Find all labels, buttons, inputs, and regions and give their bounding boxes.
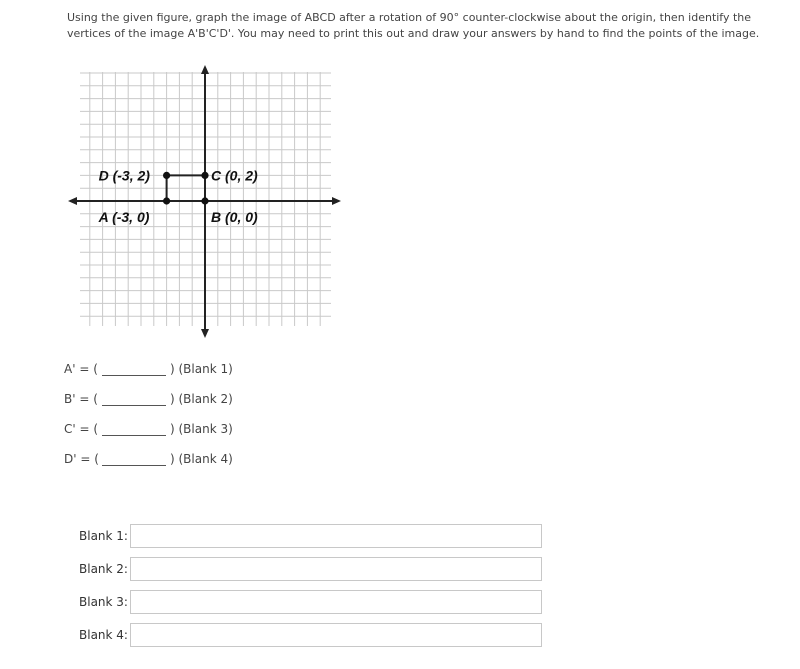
label-c: C (0, 2): [211, 167, 258, 184]
blank-line: [102, 452, 166, 466]
answer-label: Blank 2:: [79, 562, 128, 576]
x-axis-right-arrow-icon: [332, 197, 341, 205]
blank-4-input[interactable]: [130, 623, 542, 647]
blank-suffix: ) (Blank 3): [170, 422, 233, 436]
blank-suffix: ) (Blank 1): [170, 362, 233, 376]
blank-prefix: B' = (: [64, 392, 98, 406]
blank-row-b: [64, 392, 233, 422]
answer-label: Blank 1:: [79, 529, 128, 543]
blank-3-input[interactable]: [130, 590, 542, 614]
y-axis-up-arrow-icon: [201, 65, 209, 74]
label-d: D (-3, 2): [98, 167, 150, 184]
answer-row-3: [79, 588, 542, 616]
answer-label: Blank 4:: [79, 628, 128, 642]
point-d: [163, 172, 170, 179]
answer-row-4: [79, 621, 542, 649]
blank-prefix: A' = (: [64, 362, 98, 376]
blank-prefix: D' = (: [64, 452, 99, 466]
blank-2-input[interactable]: [130, 557, 542, 581]
x-axis-left-arrow-icon: [68, 197, 77, 205]
point-a: [163, 197, 170, 204]
blank-line: [102, 362, 166, 376]
label-b: B (0, 0): [211, 209, 258, 225]
answer-row-1: [79, 522, 542, 550]
blank-suffix: ) (Blank 2): [170, 392, 233, 406]
blank-row-d: [64, 452, 233, 482]
label-a: A (-3, 0): [98, 209, 150, 225]
blank-row-c: [64, 422, 233, 452]
point-b: [201, 197, 208, 204]
point-c: [201, 172, 208, 179]
blank-suffix: ) (Blank 4): [170, 452, 233, 466]
y-axis-down-arrow-icon: [201, 329, 209, 338]
blank-prefix: C' = (: [64, 422, 99, 436]
blank-line: [102, 422, 166, 436]
question-text: Using the given figure, graph the image of ABCD after a rotation of 90° counter-clockwise about the origin, then identify the vertices of the image A'B'C'D'. You may need to print this out and draw your answers by hand to find the points of the image.: [67, 11, 760, 40]
answer-row-2: [79, 555, 542, 583]
answer-label: Blank 3:: [79, 595, 128, 609]
blank-line: [102, 392, 166, 406]
coordinate-grid-svg: [66, 64, 344, 340]
blank-1-input[interactable]: [130, 524, 542, 548]
blank-list: [64, 362, 233, 482]
coordinate-figure: [66, 64, 344, 344]
blank-row-a: [64, 362, 233, 392]
answer-fields: [79, 522, 542, 654]
